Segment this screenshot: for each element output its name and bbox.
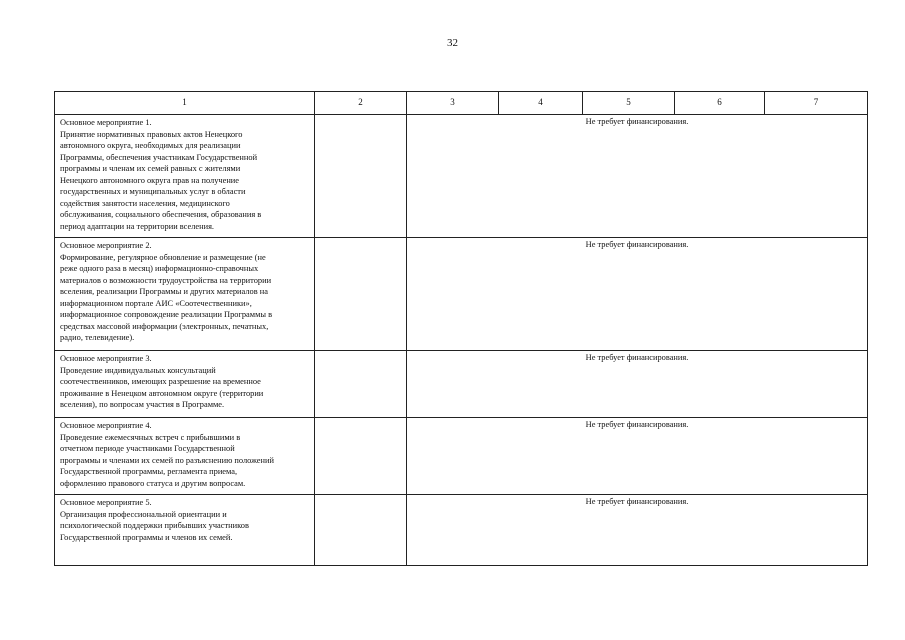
financing-note: Не требует финансирования. [407, 238, 868, 351]
column-header: 4 [499, 92, 583, 115]
description-line: вселения, реализации Программы и других материалов на [60, 287, 268, 296]
description-line: проживание в Ненецком автономном округе (территории [60, 388, 264, 398]
description-line: Основное мероприятие 3. [60, 354, 152, 363]
column-header: 1 [55, 92, 315, 115]
table-row [55, 351, 868, 418]
description-line: материалов о возможности трудоустройства на территории [60, 275, 272, 285]
activity-description [55, 351, 315, 418]
empty-cell [315, 495, 407, 566]
description-line: радио, телевидение). [60, 333, 135, 342]
description-line: автономного округа, необходимых для реализации [60, 141, 241, 150]
column-header: 6 [675, 92, 765, 115]
description-line: обслуживания, социального обеспечения, образования в [60, 210, 262, 219]
financing-note: Не требует финансирования. [407, 495, 868, 566]
table-header-row [55, 92, 868, 115]
activity-description [55, 238, 315, 351]
description-line: Основное мероприятие 4. [60, 421, 152, 430]
column-header: 3 [407, 92, 499, 115]
activity-description [55, 495, 315, 566]
program-activities-table [54, 91, 868, 566]
description-line: Проведение индивидуальных консультаций [60, 365, 216, 375]
description-line: информационное сопровождение реализации Программы в [60, 310, 273, 319]
financing-note: Не требует финансирования. [407, 418, 868, 495]
description-line: отчетном периоде участниками Государственной [60, 444, 235, 453]
description-line: средствах массовой информации (электронных, печатных, [60, 321, 269, 331]
table-row [55, 115, 868, 238]
description-line: Проведение ежемесячных встреч с прибывшими в [60, 432, 241, 442]
description-line: реже одного раза в месяц) информационно-справочных [60, 264, 259, 273]
description-line: Государственной программы, регламента приема, [60, 467, 238, 476]
empty-cell [315, 351, 407, 418]
empty-cell [315, 418, 407, 495]
empty-cell [315, 238, 407, 351]
column-header: 7 [765, 92, 868, 115]
activity-description [55, 418, 315, 495]
description-line: Ненецкого автономного округа прав на получение [60, 175, 240, 185]
column-header: 5 [583, 92, 675, 115]
description-line: Формирование, регулярное обновление и размещение (не [60, 252, 266, 262]
description-line: информационном портале АИС «Соотечественники», [60, 298, 252, 308]
empty-cell [315, 115, 407, 238]
description-line: Основное мероприятие 5. [60, 498, 152, 507]
description-line: психологической поддержки прибывших участников [60, 521, 249, 530]
description-line: соотечественников, имеющих разрешение на временное [60, 377, 261, 386]
financing-note: Не требует финансирования. [407, 115, 868, 238]
description-line: программы и членам их семей равных с жителями [60, 164, 241, 173]
page-number: 32 [447, 37, 458, 49]
description-line: содействия занятости населения, медицинского [60, 198, 230, 208]
description-line: Программы, обеспечения участникам Государственной [60, 152, 258, 162]
description-line: программы и членами их семей по разъяснению положений [60, 455, 274, 465]
financing-note: Не требует финансирования. [407, 351, 868, 418]
description-line: государственных и муниципальных услуг в области [60, 187, 246, 196]
description-line: оформлению правового статуса и другим вопросам. [60, 478, 246, 488]
description-line: вселения), по вопросам участия в Программе. [60, 400, 225, 409]
description-line: период адаптации на территории вселения. [60, 221, 215, 231]
description-line: Принятие нормативных правовых актов Ненецкого [60, 129, 243, 139]
activity-description [55, 115, 315, 238]
description-line: Основное мероприятие 1. [60, 118, 152, 127]
description-line: Организация профессиональной ориентации и [60, 509, 227, 519]
column-header: 2 [315, 92, 407, 115]
description-line: Государственной программы и членов их семей. [60, 532, 233, 542]
table-row [55, 238, 868, 351]
description-line: Основное мероприятие 2. [60, 241, 152, 250]
table-row [55, 495, 868, 566]
table-row [55, 418, 868, 495]
